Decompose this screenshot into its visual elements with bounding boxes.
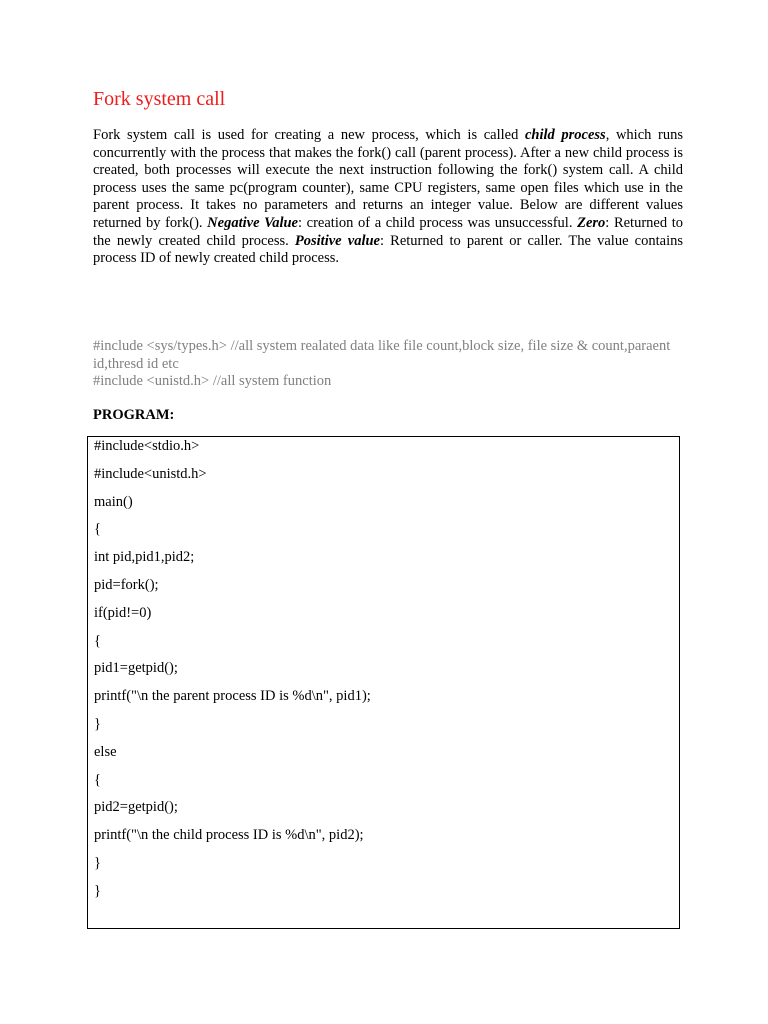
code-line: pid2=getpid(); — [94, 799, 178, 816]
intro-text-4: : Returned to the newly created child process. — [93, 214, 684, 249]
code-line: if(pid!=0) — [94, 604, 152, 621]
program-code-box — [87, 436, 680, 929]
code-line: pid=fork(); — [94, 577, 159, 593]
code-line: pid1=getpid(); — [94, 660, 178, 677]
intro-text-5: : Returned to parent or caller. The value contains process ID of newly created child process. — [93, 232, 683, 267]
intro-emphasis-zero: Zero — [577, 214, 606, 231]
code-line: printf("\n the child process ID is %d\n", pid2); — [94, 827, 364, 844]
include-notes — [93, 338, 683, 391]
program-label: PROGRAM: — [93, 407, 175, 423]
code-line: { — [94, 521, 101, 538]
code-line: else — [94, 743, 117, 760]
code-line: } — [94, 855, 101, 871]
code-line: { — [94, 771, 101, 788]
intro-emphasis-positive-value: Positive value — [294, 232, 380, 249]
intro-emphasis-child-process: child process — [524, 127, 606, 143]
include-note-line: #include <unistd.h> //all system function — [93, 373, 332, 390]
intro-text-1: Fork system call is used for creating a new process, which is called — [93, 127, 525, 143]
code-line: } — [94, 882, 101, 899]
intro-paragraph — [93, 127, 683, 268]
code-line: printf("\n the parent process ID is %d\n", pid1); — [94, 688, 371, 705]
code-line: int pid,pid1,pid2; — [94, 549, 195, 566]
code-line: main() — [94, 493, 133, 510]
page-title: Fork system call — [93, 88, 226, 110]
intro-text-3: : creation of a child process was unsuccessful. — [298, 214, 578, 231]
code-line: } — [94, 716, 101, 732]
intro-emphasis-negative-value: Negative Value — [207, 214, 298, 231]
include-note-line: #include <sys/types.h> //all system realated data like file count,block size, file size & count,paraent id,thresd id etc — [93, 338, 671, 372]
code-line: #include<stdio.h> — [94, 438, 200, 454]
code-line: #include<unistd.h> — [94, 465, 207, 482]
intro-text-2: , which runs concurrently with the process that makes the fork() call (parent process). After a new child process is created, both processes will execute the next instruction following the fork() system call. A child process uses the same pc(program counter), same CPU registers, same open files which use in the parent process. It takes no parameters and returns an integer value. Below are different values returned by fork(). — [93, 127, 683, 231]
code-line: { — [94, 632, 101, 649]
